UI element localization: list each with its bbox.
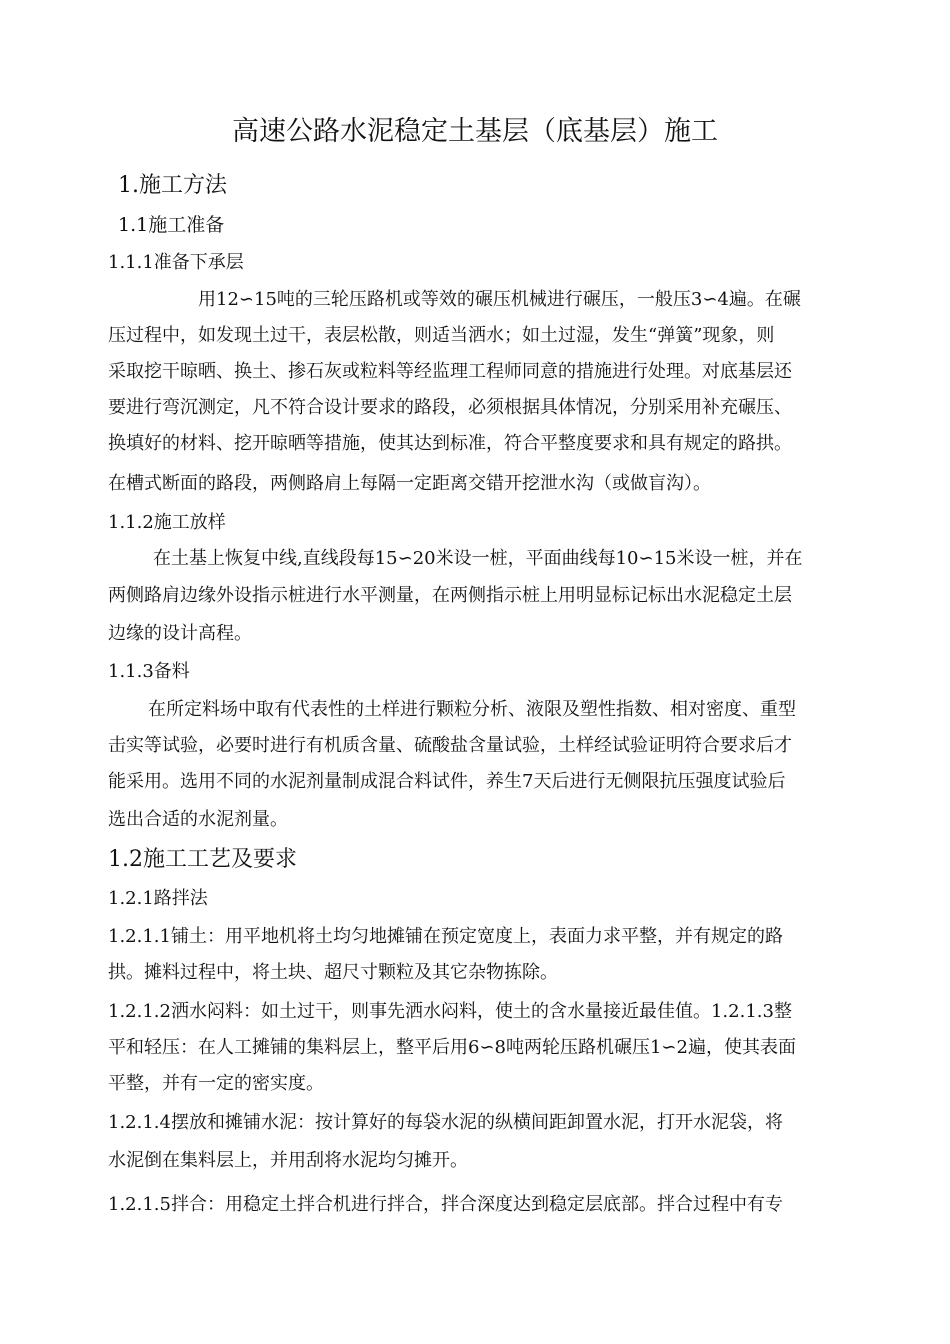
paragraph-line: 在土基上恢复中线,直线段每15∽20米设一桩，平面曲线每10∽15米设一桩，并在 [153,548,803,569]
paragraph-line: 要进行弯沉测定，凡不符合设计要求的路段，必须根据具体情况，分别采用补充碾压、 [108,397,792,418]
section-heading-1: 1.施工方法 [118,173,227,198]
paragraph-line: 在所定料场中取有代表性的土样进行颗粒分析、液限及塑性指数、相对密度、重型 [148,699,796,720]
paragraph-line: 1.2.1.1铺土：用平地机将土均匀地摊铺在预定宽度上，表面力求平整，并有规定的路 [108,926,783,947]
paragraph-line: 在槽式断面的路段，两侧路肩上每隔一定距离交错开挖泄水沟（或做盲沟）。 [108,473,711,494]
paragraph-line: 1.2.1.4摆放和摊铺水泥：按计算好的每袋水泥的纵横间距卸置水泥，打开水泥袋，将 [108,1112,783,1133]
paragraph-line: 平和轻压：在人工摊铺的集料层上，整平后用6∽8吨两轮压路机碾压1∽2遍，使其表面 [108,1037,796,1058]
paragraph-line: 换填好的材料、挖开晾晒等措施，使其达到标准，符合平整度要求和具有规定的路拱。 [108,433,792,454]
paragraph-line: 水泥倒在集料层上，并用刮将水泥均匀摊开。 [108,1150,468,1171]
paragraph-line: 边缘的设计高程。 [108,623,252,644]
paragraph-line: 用12∽15吨的三轮压路机或等效的碾压机械进行碾压，一般压3∽4遍。在碾 [198,289,801,310]
paragraph-line: 选出合适的水泥剂量。 [108,809,288,830]
paragraph-line: 采取挖干晾晒、换土、掺石灰或粒料等经监理工程师同意的措施进行处理。对底基层还 [108,361,792,382]
section-heading-1-1-3: 1.1.3备料 [108,661,190,682]
section-heading-1-1-1: 1.1.1准备下承层 [108,252,244,273]
paragraph-line: 两侧路肩边缘外设指示桩进行水平测量，在两侧指示桩上用明显标记标出水泥稳定土层 [108,585,792,606]
paragraph-line: 能采用。选用不同的水泥剂量制成混合料试件，养生7天后进行无侧限抗压强度试验后 [108,771,786,792]
section-heading-1-2-1: 1.2.1路拌法 [108,888,208,909]
paragraph-line: 拱。摊料过程中，将土块、超尺寸颗粒及其它杂物拣除。 [108,962,558,983]
paragraph-line: 击实等试验，必要时进行有机质含量、硫酸盐含量试验，土样经试验证明符合要求后才 [108,735,792,756]
section-heading-1-1: 1.1施工准备 [118,214,225,236]
paragraph-line: 压过程中，如发现土过干，表层松散，则适当洒水；如土过湿，发生“弹簧”现象，则 [108,325,775,346]
section-heading-1-2: 1.2施工工艺及要求 [108,847,297,872]
section-heading-1-1-2: 1.1.2施工放样 [108,512,226,533]
paragraph-line: 平整，并有一定的密实度。 [108,1073,324,1094]
paragraph-line: 1.2.1.5拌合：用稳定土拌合机进行拌合，拌合深度达到稳定层底部。拌合过程中有专 [108,1194,783,1215]
paragraph-line: 1.2.1.2洒水闷料：如土过干，则事先洒水闷料，使土的含水量接近最佳值。1.2.1.3整 [108,1001,792,1022]
document-title: 高速公路水泥稳定土基层（底基层）施工 [232,116,718,147]
